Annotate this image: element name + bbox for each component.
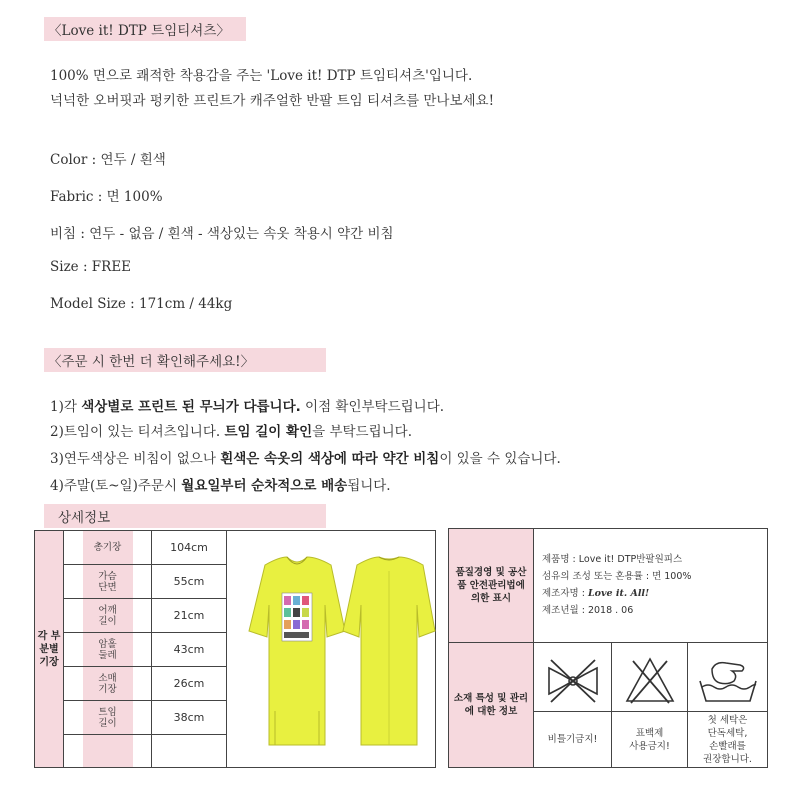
care-no-bleach — [612, 643, 688, 767]
order-notice-header: 〈주문 시 한번 더 확인해주세요!〉 — [44, 348, 326, 372]
care-hand-wash — [688, 643, 767, 767]
detail-info-header: 상세정보 — [44, 504, 326, 528]
row-name: 가슴 단면 — [83, 565, 133, 598]
table-row — [64, 531, 226, 565]
hand-wash-icon — [688, 649, 767, 713]
product-label-info — [534, 529, 767, 643]
no-wring-icon — [534, 649, 611, 713]
fabric-composition: 섬유의 조성 또는 혼용률 : 면 100% — [542, 571, 692, 582]
row-value: 104cm — [170, 541, 208, 554]
product-title-header: 〈Love it! DTP 트임티셔츠〉 — [44, 17, 246, 41]
table-row — [64, 667, 226, 701]
manufacture-date: 제조년월 : 2018 . 06 — [542, 605, 634, 616]
product-name: 제품명 : Love it! DTP반팔원피스 — [542, 554, 683, 565]
quality-label-bottom: 소재 특성 및 관리에 대한 정보 — [449, 643, 534, 767]
table-row — [64, 565, 226, 599]
table-row — [64, 735, 226, 767]
table-row — [64, 701, 226, 735]
row-name — [83, 735, 133, 767]
notice-4: 4)주말(토~일)주문시 월요일부터 순차적으로 배송됩니다. — [50, 478, 391, 494]
care-caption: 비틀기금지! — [534, 711, 611, 767]
manufacturer: 제조자명 : Love it. All! — [542, 588, 650, 599]
notice-1: 1)각 색상별로 프린트 된 무늬가 다릅니다. 이점 확인부탁드립니다. — [50, 399, 445, 415]
notice-2: 2)트임이 있는 티셔츠입니다. 트임 길이 확인을 부탁드립니다. — [50, 424, 413, 440]
size-side-label: 각 부 분별 기장 — [35, 531, 64, 767]
row-value: 55cm — [173, 575, 205, 588]
intro-line-2: 넉넉한 오버핏과 펑키한 프린트가 캐주얼한 반팔 트임 티셔츠를 만나보세요! — [50, 93, 495, 109]
size-table — [34, 530, 436, 768]
row-value: 21cm — [173, 609, 205, 622]
back-tshirt-image — [343, 557, 435, 745]
row-name: 총기장 — [83, 531, 133, 564]
row-value: 43cm — [173, 643, 205, 656]
row-name: 트임 길이 — [83, 701, 133, 734]
row-value: 26cm — [173, 677, 205, 690]
intro-line-1: 100% 면으로 쾌적한 착용감을 주는 'Love it! DTP 트임티셔츠'입니다. — [50, 68, 473, 84]
care-no-wring — [534, 643, 612, 767]
care-caption: 표백제 사용금지! — [612, 711, 687, 767]
garment-illustration — [226, 531, 436, 767]
table-row — [64, 599, 226, 633]
spec-sheer: 비침 : 연두 - 없음 / 흰색 - 색상있는 속옷 착용시 약간 비침 — [50, 226, 394, 242]
care-caption: 첫 세탁은 단독세탁, 손빨래를 권장합니다. — [688, 711, 767, 767]
spec-color: Color : 연두 / 흰색 — [50, 152, 166, 168]
row-value — [152, 735, 226, 767]
table-row — [64, 633, 226, 667]
quality-table — [448, 528, 768, 768]
notice-3: 3)연두색상은 비침이 없으나 흰색은 속옷의 색상에 따라 약간 비침이 있을 수 있습니다. — [50, 451, 561, 467]
front-tshirt-image — [249, 557, 345, 745]
row-name: 소매 기장 — [83, 667, 133, 700]
row-name: 암홀 둘레 — [83, 633, 133, 666]
spec-size: Size : FREE — [50, 259, 132, 275]
spec-fabric: Fabric : 면 100% — [50, 189, 163, 205]
row-name: 어깨 길이 — [83, 599, 133, 632]
spec-model-size: Model Size : 171cm / 44kg — [50, 296, 233, 312]
quality-label-top: 품질경영 및 공산품 안전관리법에 의한 표시 — [449, 529, 534, 643]
no-bleach-icon — [612, 649, 687, 713]
row-value: 38cm — [173, 711, 205, 724]
